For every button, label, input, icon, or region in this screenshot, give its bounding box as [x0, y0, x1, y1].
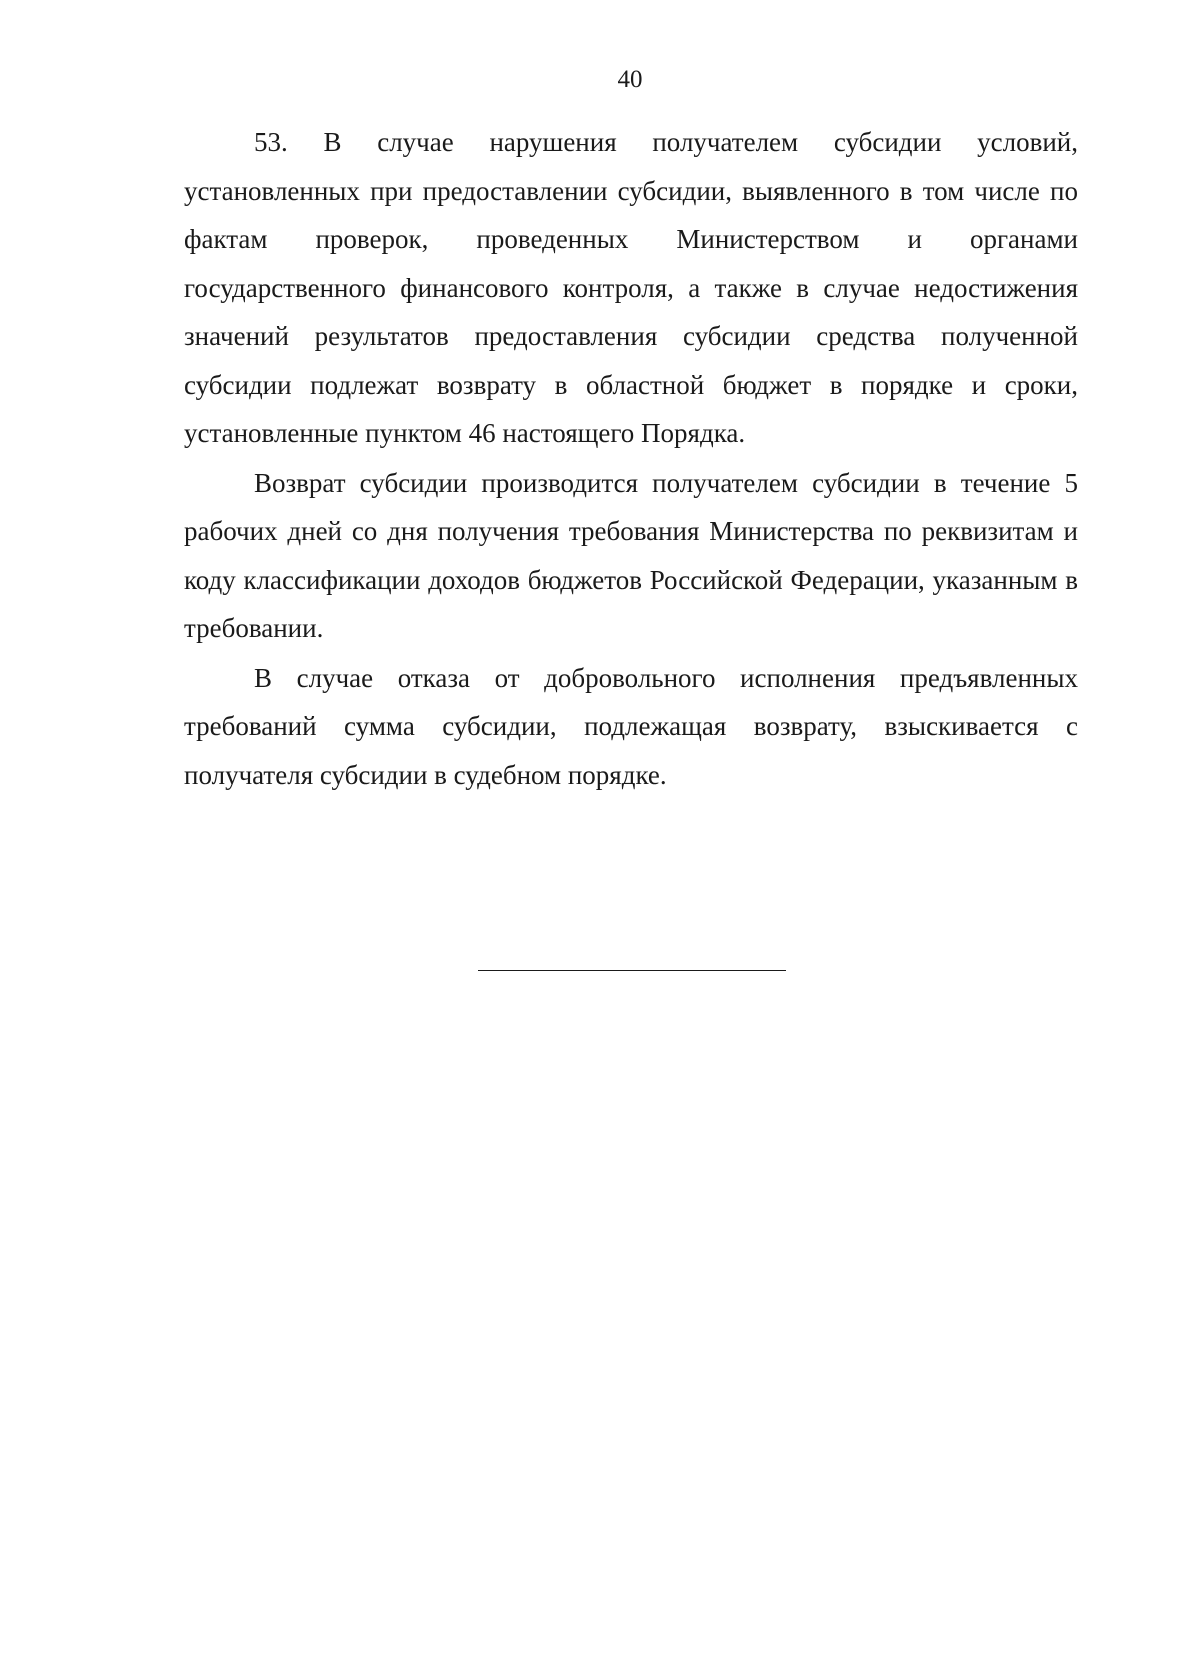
paragraph-53-violation-return: 53. В случае нарушения получателем субсидии условий, установленных при предоставлении субсидии, выявленного в том числе по фактам проверок, проведенных Министерством и органами государственного финансового контроля, а также в случае недостижения значений результатов предоставления субсидии средства полученной субсидии подлежат возврату в областной бюджет в порядке и сроки, установленные пунктом 46 настоящего Порядка.	[184, 127, 1078, 448]
end-of-document-rule	[478, 970, 786, 971]
paragraph-court-recovery: В случае отказа от добровольного исполнения предъявленных требований сумма субсидии, подлежащая возврату, взыскивается с получателя субсидии в судебном порядке.	[184, 662, 1078, 790]
paragraph-return-procedure: Возврат субсидии производится получателем субсидии в течение 5 рабочих дней со дня получения требования Министерства по реквизитам и коду классификации доходов бюджетов Российской Федерации, указанным в требовании.	[184, 467, 1078, 643]
page-number: 40	[617, 66, 643, 93]
document-body	[184, 118, 1078, 799]
